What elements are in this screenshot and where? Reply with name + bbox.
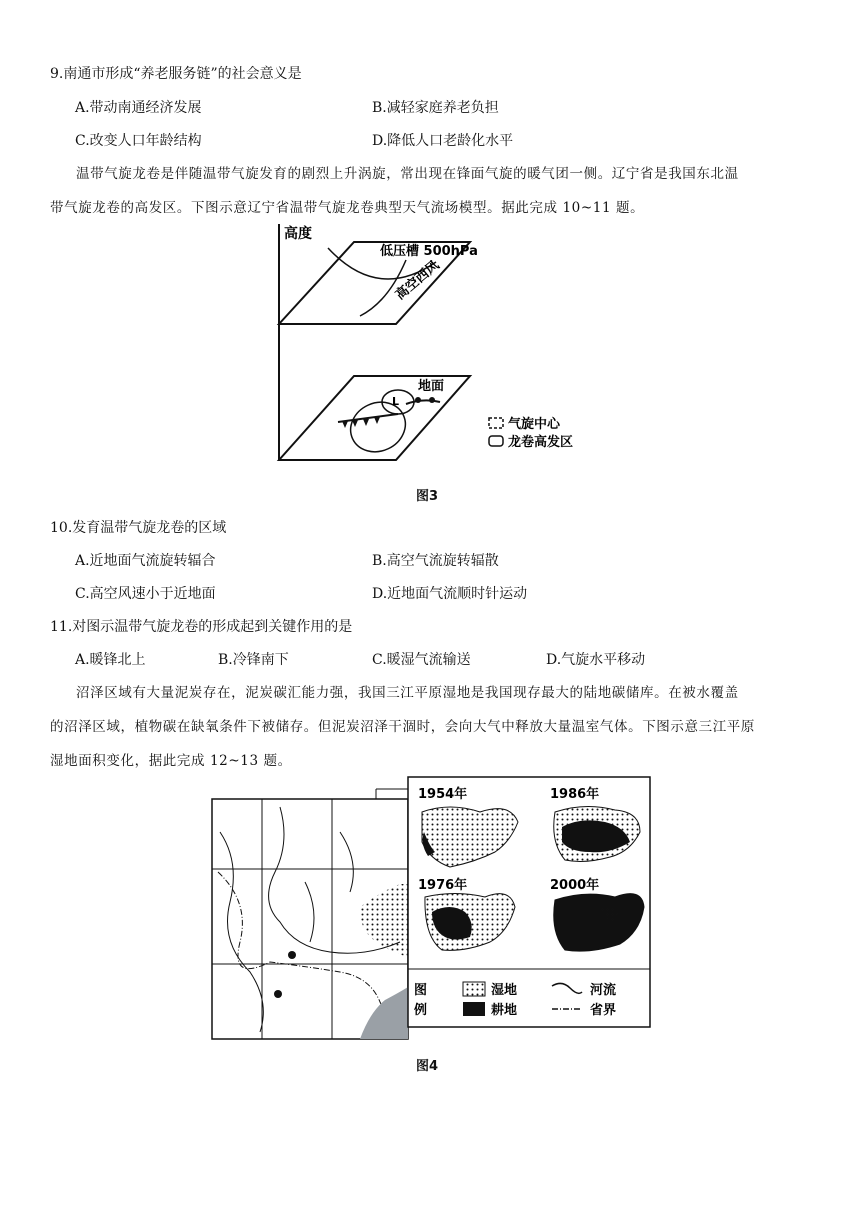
fig3-low-mark: L (392, 395, 400, 408)
fig4-year-2000: 2000年 (550, 878, 600, 893)
fig4-caption: 图4 (416, 1059, 439, 1074)
fig4-legend-river: 河流 (590, 983, 617, 998)
fig3-axis-label: 高度 (284, 226, 312, 242)
q9-option-d: D.降低人口老龄化水平 (372, 133, 514, 149)
fig3-legend-tornado-swatch (489, 436, 503, 446)
q10-option-a: A.近地面气流旋转辐合 (75, 553, 216, 569)
fig4-year-1976: 1976年 (418, 878, 468, 893)
passage1-line2: 带气旋龙卷的高发区。下图示意辽宁省温带气旋龙卷典型天气流场模型。据此完成 10~11 题。 (50, 200, 645, 216)
fig4-year-1986: 1986年 (550, 787, 600, 802)
fig3-legend-tornado: 龙卷高发区 (508, 435, 574, 450)
q11-option-a: A.暖锋北上 (75, 652, 146, 668)
figure-4-map (210, 772, 660, 1042)
q9-option-b: B.减轻家庭养老负担 (372, 100, 499, 116)
passage2-line3: 湿地面积变化，据此完成 12~13 题。 (50, 753, 292, 769)
q10-option-c: C.高空风速小于近地面 (75, 586, 216, 602)
fig3-legend-cyclone: 气旋中心 (508, 417, 561, 432)
fig4-legend-wetland-swatch (463, 982, 485, 996)
q11-stem: 11.对图示温带气旋龙卷的形成起到关键作用的是 (50, 619, 353, 635)
fig3-caption: 图3 (416, 489, 439, 504)
q11-option-d: D.气旋水平移动 (546, 652, 646, 668)
q10-option-b: B.高空气流旋转辐散 (372, 553, 499, 569)
passage1-line1: 温带气旋龙卷是伴随温带气旋发育的剧烈上升涡旋，常出现在锋面气旋的暖气团一侧。辽宁省是我国东北温 (76, 166, 739, 182)
figure-3-diagram (268, 222, 598, 472)
q9-option-a: A.带动南通经济发展 (75, 100, 202, 116)
fig4-legend-farmland-swatch (463, 1002, 485, 1016)
fig3-upper-label: 低压槽 500hPa (380, 244, 478, 259)
passage2-line1: 沼泽区域有大量泥炭存在，泥炭碳汇能力强，我国三江平原湿地是我国现存最大的陆地碳储库。在被水覆盖 (76, 685, 739, 701)
fig4-legend-border: 省界 (590, 1003, 617, 1018)
fig3-legend-cyclone-swatch (489, 418, 503, 428)
fig3-wind-label: 高空西风 (392, 258, 443, 304)
q10-option-d: D.近地面气流顺时针运动 (372, 586, 528, 602)
fig3-ground-label: 地面 (418, 379, 445, 394)
fig4-legend-wetland: 湿地 (491, 983, 518, 998)
fig4-legend-farmland: 耕地 (491, 1003, 518, 1018)
fig4-legend-title-2: 例 (414, 1003, 428, 1018)
q11-option-b: B.冷锋南下 (218, 652, 289, 668)
fig4-legend-title-1: 图 (414, 983, 428, 998)
q10-stem: 10.发育温带气旋龙卷的区域 (50, 520, 227, 536)
fig4-year-1954: 1954年 (418, 787, 468, 802)
q9-stem: 9.南通市形成“养老服务链”的社会意义是 (50, 66, 302, 82)
q9-option-c: C.改变人口年龄结构 (75, 133, 202, 149)
passage2-line2: 的沼泽区域，植物碳在缺氧条件下被储存。但泥炭沼泽干涸时，会向大气中释放大量温室气体。下图示意三江平原 (50, 719, 755, 735)
q11-option-c: C.暖湿气流输送 (372, 652, 471, 668)
